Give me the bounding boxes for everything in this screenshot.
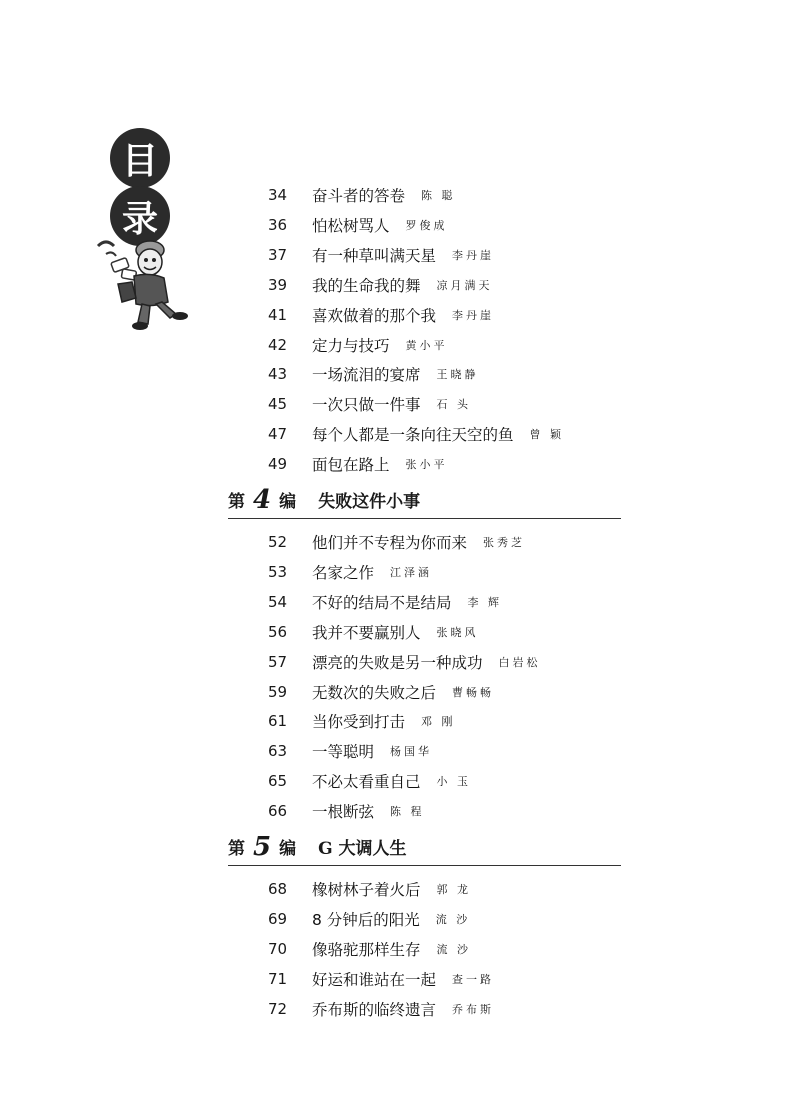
toc-entry[interactable] <box>268 393 471 415</box>
entry-author: 小 玉 <box>436 775 472 789</box>
entry-author: 流 沙 <box>436 942 472 956</box>
toc-entry[interactable] <box>268 274 493 296</box>
entry-author: 黄小平 <box>405 338 448 352</box>
entry-author: 陈 程 <box>390 805 425 819</box>
entry-author: 李丹崖 <box>452 248 495 262</box>
toc-entry[interactable] <box>268 621 479 643</box>
section-header <box>228 832 621 866</box>
entry-page-number: 37 <box>268 245 288 264</box>
entry-title: 名家之作 <box>312 563 375 582</box>
entry-author: 石 头 <box>436 398 472 412</box>
entry-title: 每个人都是一条向往天空的鱼 <box>312 426 514 445</box>
section-prefix: 第 <box>228 839 245 859</box>
entry-author: 凉月满天 <box>436 278 493 292</box>
entry-title: 当你受到打击 <box>312 713 406 732</box>
entry-page-number: 54 <box>268 592 288 611</box>
entry-author: 流 沙 <box>435 912 471 926</box>
toc-entry[interactable] <box>268 710 456 732</box>
entry-page-number: 70 <box>268 939 288 958</box>
section-number: 5 <box>253 832 272 862</box>
entry-page-number: 71 <box>268 969 288 988</box>
entry-title: 不好的结局不是结局 <box>312 593 452 612</box>
toc-entry[interactable] <box>268 244 494 266</box>
toc-entry[interactable] <box>268 998 494 1020</box>
toc-entry[interactable] <box>268 938 471 960</box>
toc-entry[interactable] <box>268 184 456 206</box>
section-suffix: 编 <box>279 839 297 859</box>
toc-entry[interactable] <box>268 531 525 553</box>
entry-author: 李丹崖 <box>452 308 495 322</box>
entry-title: 面包在路上 <box>312 456 390 475</box>
toc-entry[interactable] <box>268 334 448 356</box>
entry-title: 有一种草叫满天星 <box>312 246 437 265</box>
entry-page-number: 41 <box>268 305 288 324</box>
entry-title: 一场流泪的宴席 <box>312 366 421 385</box>
entry-page-number: 68 <box>268 880 288 898</box>
entry-title: 我的生命我的舞 <box>312 276 421 295</box>
toc-entry[interactable] <box>268 908 470 930</box>
entry-title: 定力与技巧 <box>312 336 390 355</box>
toc-entry[interactable] <box>268 453 448 475</box>
entry-author: 罗俊成 <box>405 218 448 232</box>
entry-author: 李 辉 <box>467 595 503 609</box>
entry-title: 喜欢做着的那个我 <box>312 306 437 325</box>
entry-author: 曾 颖 <box>529 428 565 442</box>
entry-page-number: 43 <box>268 365 288 384</box>
toc-entry[interactable] <box>268 423 564 445</box>
entry-author: 张晓风 <box>436 625 479 639</box>
toc-entry[interactable] <box>268 681 494 703</box>
entry-author: 王晓静 <box>436 368 479 382</box>
section-suffix: 编 <box>279 492 297 512</box>
entry-author: 白岩松 <box>498 655 541 669</box>
toc-title-char: 目 <box>110 128 170 188</box>
entry-title: 一次只做一件事 <box>312 396 421 415</box>
toc-entry[interactable] <box>268 800 425 822</box>
entry-author: 江泽涵 <box>390 565 433 579</box>
section-name: 失败这件小事 <box>318 492 421 512</box>
entry-author: 曹畅畅 <box>452 685 495 699</box>
entry-title: 一等聪明 <box>312 743 375 762</box>
entry-title: 我并不要赢别人 <box>312 623 421 642</box>
section-number: 4 <box>253 485 272 515</box>
entry-page-number: 56 <box>268 622 288 641</box>
entry-page-number: 36 <box>268 215 288 234</box>
entry-page-number: 69 <box>268 909 288 928</box>
entry-title: 像骆驼那样生存 <box>312 940 421 959</box>
entry-page-number: 39 <box>268 275 288 294</box>
toc-entry[interactable] <box>268 304 494 326</box>
toc-entry[interactable] <box>268 968 494 990</box>
entry-page-number: 72 <box>268 999 288 1018</box>
entry-page-number: 52 <box>268 533 288 551</box>
entry-title: 不必太看重自己 <box>312 773 421 792</box>
section-prefix: 第 <box>228 492 245 512</box>
toc-entry[interactable] <box>268 214 448 236</box>
entry-title: 好运和谁站在一起 <box>312 970 437 989</box>
entry-page-number: 65 <box>268 772 288 791</box>
toc-entry[interactable] <box>268 591 502 613</box>
entry-author: 张秀芝 <box>483 536 526 549</box>
entry-title: 无数次的失败之后 <box>312 683 437 702</box>
section-name: G 大调人生 <box>318 839 407 859</box>
toc-entry[interactable] <box>268 770 471 792</box>
entry-title: 乔布斯的临终遗言 <box>312 1000 437 1019</box>
entry-page-number: 53 <box>268 562 288 581</box>
section-header <box>228 485 621 519</box>
entry-author: 邓 刚 <box>421 715 456 729</box>
entry-page-number: 61 <box>268 712 288 731</box>
entry-page-number: 34 <box>268 186 288 204</box>
mascot-illustration-icon <box>92 232 202 332</box>
toc-title-char: 录 <box>110 186 170 246</box>
entry-title: 他们并不专程为你而来 <box>312 534 468 552</box>
entry-title: 一根断弦 <box>312 803 375 822</box>
toc-entry[interactable] <box>268 651 541 673</box>
entry-author: 张小平 <box>405 458 448 472</box>
entry-title: 怕松树骂人 <box>312 216 390 235</box>
entry-author: 查一路 <box>452 972 495 986</box>
entry-author: 郭 龙 <box>436 883 472 896</box>
toc-entry[interactable] <box>268 878 471 900</box>
entry-author: 乔布斯 <box>452 1002 495 1016</box>
entry-author: 陈 聪 <box>421 189 456 202</box>
entry-page-number: 45 <box>268 395 288 414</box>
entry-page-number: 47 <box>268 425 288 444</box>
entry-page-number: 42 <box>268 335 288 354</box>
entry-page-number: 57 <box>268 652 288 671</box>
entry-page-number: 63 <box>268 742 288 761</box>
entry-page-number: 59 <box>268 682 288 701</box>
entry-page-number: 66 <box>268 802 288 821</box>
entry-title: 8 分钟后的阳光 <box>312 910 420 929</box>
entry-author: 杨国华 <box>390 745 433 759</box>
toc-entry[interactable] <box>268 740 432 762</box>
toc-entry[interactable] <box>268 561 432 583</box>
entry-title: 漂亮的失败是另一种成功 <box>312 653 483 672</box>
toc-entry[interactable] <box>268 363 479 385</box>
entry-title: 奋斗者的答卷 <box>312 187 406 205</box>
entry-title: 橡树林子着火后 <box>312 881 421 899</box>
entry-page-number: 49 <box>268 455 288 474</box>
